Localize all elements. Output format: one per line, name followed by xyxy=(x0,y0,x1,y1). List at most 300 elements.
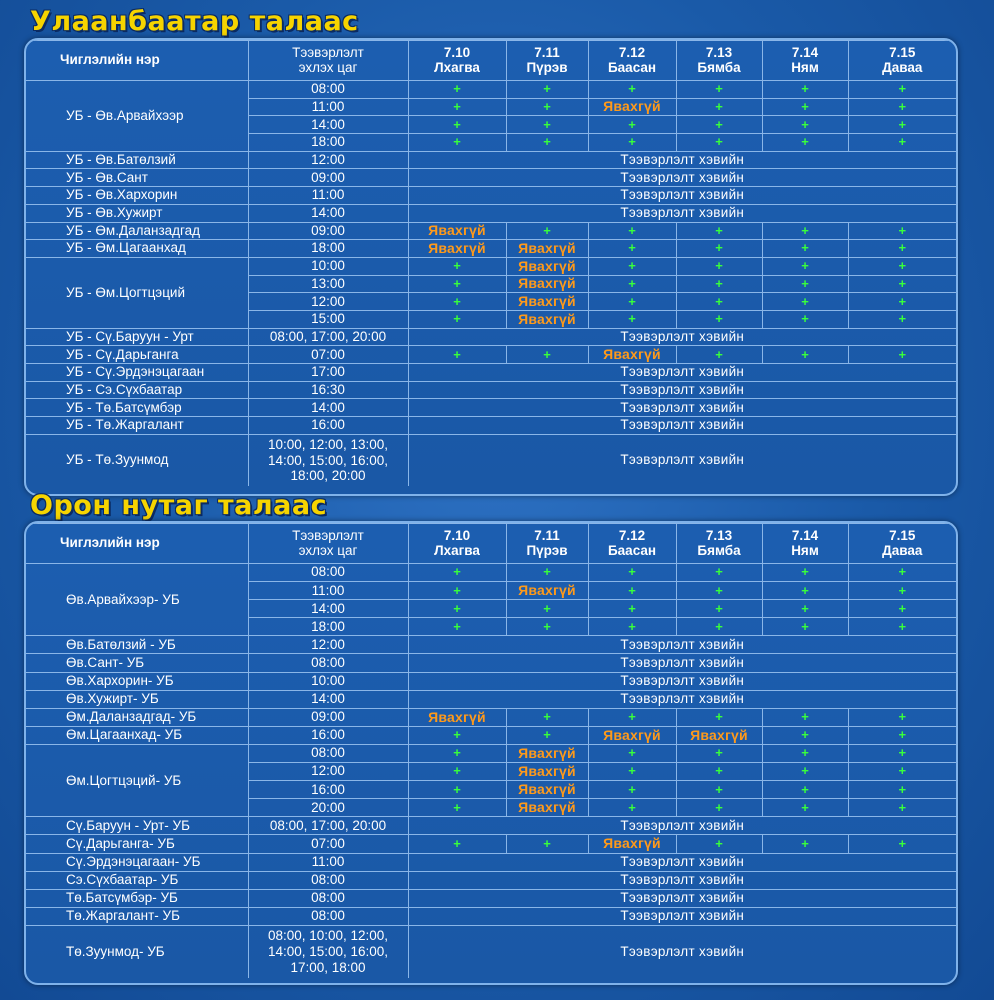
column-date: 7.15 xyxy=(889,45,916,61)
day-status-cell xyxy=(848,257,956,275)
departure-time: 08:00 xyxy=(248,907,408,925)
plus-icon: + xyxy=(898,564,907,580)
day-status-cell xyxy=(762,240,848,258)
day-column-header xyxy=(762,524,848,564)
departure-time: 16:00 xyxy=(248,726,408,744)
day-status-cell xyxy=(408,240,506,258)
day-status-cell xyxy=(762,708,848,726)
plus-icon: + xyxy=(715,745,723,761)
route-name: УБ - Өв.Арвайхээр xyxy=(26,81,248,152)
plus-icon: + xyxy=(628,258,636,274)
day-status-cell xyxy=(588,744,676,762)
column-date: 7.13 xyxy=(705,45,733,61)
plus-icon: + xyxy=(801,81,809,97)
day-status-cell xyxy=(506,763,588,781)
plus-icon: + xyxy=(898,781,907,797)
day-status-cell xyxy=(676,257,762,275)
day-status-cell xyxy=(506,257,588,275)
plus-icon: + xyxy=(898,727,907,743)
day-status-cell xyxy=(762,618,848,636)
plus-icon: + xyxy=(898,600,907,616)
day-status-cell xyxy=(676,116,762,134)
plus-icon: + xyxy=(801,258,809,274)
cancelled-label: Явахгүй xyxy=(603,835,661,852)
day-status-cell xyxy=(588,310,676,328)
plus-icon: + xyxy=(453,81,461,97)
plus-icon: + xyxy=(801,727,809,743)
day-status-cell xyxy=(676,799,762,817)
day-status-cell xyxy=(408,275,506,293)
status-normal: Тээвэрлэлт хэвийн xyxy=(408,636,956,654)
day-column-header xyxy=(506,41,588,81)
cancelled-label: Явахгүй xyxy=(518,744,576,761)
departure-time: 09:00 xyxy=(248,169,408,187)
route-name: Өв.Арвайхээр- УБ xyxy=(26,564,248,636)
route-name: Тө.Жаргалант- УБ xyxy=(26,907,248,925)
departure-time: 20:00 xyxy=(248,799,408,817)
day-status-cell xyxy=(506,293,588,311)
departure-time: 12:00 xyxy=(248,636,408,654)
departure-time: 11:00 xyxy=(248,582,408,600)
day-status-cell xyxy=(408,98,506,116)
day-status-cell xyxy=(588,781,676,799)
plus-icon: + xyxy=(801,618,809,634)
plus-icon: + xyxy=(801,240,809,256)
departure-time: 08:00 xyxy=(248,871,408,889)
day-status-cell xyxy=(588,240,676,258)
day-status-cell xyxy=(408,708,506,726)
day-status-cell xyxy=(676,275,762,293)
schedule-panel-from-ub xyxy=(24,38,958,496)
column-weekday: Лхагва xyxy=(434,59,480,75)
day-status-cell xyxy=(408,116,506,134)
route-name: УБ - Сэ.Сүхбаатар xyxy=(26,381,248,399)
plus-icon: + xyxy=(453,781,461,797)
route-name: Тө.Батсүмбэр- УБ xyxy=(26,889,248,907)
column-weekday: Ням xyxy=(791,542,819,558)
day-status-cell xyxy=(762,600,848,618)
section-title-from-ub: Улаанбаатар талаас xyxy=(30,6,359,37)
plus-icon: + xyxy=(801,600,809,616)
day-status-cell xyxy=(588,799,676,817)
schedule-row xyxy=(26,434,956,486)
schedule-row xyxy=(26,726,956,744)
plus-icon: + xyxy=(453,346,461,362)
day-column-header xyxy=(676,524,762,564)
plus-icon: + xyxy=(898,745,907,761)
day-status-cell xyxy=(506,98,588,116)
day-status-cell xyxy=(506,708,588,726)
day-column-header xyxy=(762,41,848,81)
route-name: Өв.Хужирт- УБ xyxy=(26,690,248,708)
plus-icon: + xyxy=(898,98,907,114)
day-status-cell xyxy=(408,618,506,636)
route-column-header: Чиглэлийн нэр xyxy=(26,524,248,564)
departure-time: 09:00 xyxy=(248,708,408,726)
route-name: Сү.Эрдэнэцагаан- УБ xyxy=(26,853,248,871)
day-status-cell xyxy=(408,763,506,781)
column-date: 7.11 xyxy=(534,528,560,544)
departure-time: 14:00 xyxy=(248,690,408,708)
day-status-cell xyxy=(676,98,762,116)
day-status-cell xyxy=(848,293,956,311)
section-title-from-countryside: Орон нутаг талаас xyxy=(30,490,328,521)
route-name: УБ - Өв.Батөлзий xyxy=(26,151,248,169)
day-status-cell xyxy=(408,582,506,600)
day-status-cell xyxy=(506,346,588,364)
plus-icon: + xyxy=(898,293,907,309)
plus-icon: + xyxy=(898,116,907,132)
schedule-row xyxy=(26,690,956,708)
day-status-cell xyxy=(848,346,956,364)
plus-icon: + xyxy=(801,582,809,598)
day-status-cell xyxy=(506,600,588,618)
plus-icon: + xyxy=(715,311,723,327)
day-status-cell xyxy=(848,240,956,258)
departure-time: 11:00 xyxy=(248,98,408,116)
departure-time: 08:00 xyxy=(248,81,408,99)
day-status-cell xyxy=(848,781,956,799)
plus-icon: + xyxy=(543,222,551,238)
cancelled-label: Явахгүй xyxy=(428,222,486,239)
day-status-cell xyxy=(506,222,588,240)
plus-icon: + xyxy=(801,116,809,132)
day-column-header xyxy=(588,524,676,564)
plus-icon: + xyxy=(628,564,636,580)
day-status-cell xyxy=(506,81,588,99)
departure-time: 14:00 xyxy=(248,204,408,222)
plus-icon: + xyxy=(453,600,461,616)
status-normal: Тээвэрлэлт хэвийн xyxy=(408,187,956,205)
day-status-cell xyxy=(588,618,676,636)
day-status-cell xyxy=(848,835,956,853)
plus-icon: + xyxy=(453,293,461,309)
day-status-cell xyxy=(676,582,762,600)
day-column-header xyxy=(408,41,506,81)
schedule-row xyxy=(26,672,956,690)
day-status-cell xyxy=(588,346,676,364)
route-name: Өм.Цогтцэций- УБ xyxy=(26,744,248,816)
plus-icon: + xyxy=(801,781,809,797)
plus-icon: + xyxy=(543,727,551,743)
route-name: УБ - Өв.Хужирт xyxy=(26,204,248,222)
status-normal: Тээвэрлэлт хэвийн xyxy=(408,417,956,435)
departure-time: 09:00 xyxy=(248,222,408,240)
status-normal: Тээвэрлэлт хэвийн xyxy=(408,654,956,672)
schedule-row xyxy=(26,169,956,187)
cancelled-label: Явахгүй xyxy=(518,239,576,256)
day-status-cell xyxy=(506,726,588,744)
day-status-cell xyxy=(676,346,762,364)
day-status-cell xyxy=(506,564,588,582)
day-status-cell xyxy=(676,763,762,781)
day-status-cell xyxy=(762,116,848,134)
plus-icon: + xyxy=(628,222,636,238)
day-column-header xyxy=(848,41,956,81)
route-name: Сэ.Сүхбаатар- УБ xyxy=(26,871,248,889)
schedule-row xyxy=(26,257,956,275)
header-row xyxy=(26,41,956,81)
plus-icon: + xyxy=(715,618,723,634)
day-status-cell xyxy=(588,600,676,618)
day-status-cell xyxy=(848,98,956,116)
departure-time: 17:00 xyxy=(248,364,408,382)
schedule-row xyxy=(26,636,956,654)
column-date: 7.10 xyxy=(443,45,471,61)
day-status-cell xyxy=(676,781,762,799)
cancelled-label: Явахгүй xyxy=(518,781,576,798)
schedule-row xyxy=(26,907,956,925)
plus-icon: + xyxy=(801,222,809,238)
cancelled-label: Явахгүй xyxy=(603,726,661,743)
plus-icon: + xyxy=(543,98,551,114)
day-status-cell xyxy=(848,600,956,618)
schedule-row xyxy=(26,222,956,240)
route-name: УБ - Өв.Хархорин xyxy=(26,187,248,205)
day-status-cell xyxy=(506,134,588,152)
schedule-row xyxy=(26,889,956,907)
day-status-cell xyxy=(676,708,762,726)
column-weekday: Лхагва xyxy=(434,542,480,558)
day-status-cell xyxy=(588,116,676,134)
column-weekday: Баасан xyxy=(607,542,657,558)
day-status-cell xyxy=(588,222,676,240)
departure-time: 14:00 xyxy=(248,116,408,134)
plus-icon: + xyxy=(543,134,551,150)
day-status-cell xyxy=(762,134,848,152)
route-name: Өм.Даланзадгад- УБ xyxy=(26,708,248,726)
plus-icon: + xyxy=(543,835,551,851)
plus-icon: + xyxy=(543,116,551,132)
plus-icon: + xyxy=(543,600,551,616)
plus-icon: + xyxy=(715,81,723,97)
plus-icon: + xyxy=(453,564,461,580)
plus-icon: + xyxy=(628,81,636,97)
day-status-cell xyxy=(506,835,588,853)
plus-icon: + xyxy=(628,134,636,150)
schedule-row xyxy=(26,564,956,582)
route-column-header: Чиглэлийн нэр xyxy=(26,41,248,81)
route-name: УБ - Өм.Даланзадгад xyxy=(26,222,248,240)
schedule-table-from-ub xyxy=(26,40,956,486)
plus-icon: + xyxy=(898,134,907,150)
departure-time: 07:00 xyxy=(248,346,408,364)
plus-icon: + xyxy=(715,116,723,132)
departure-time: 16:00 xyxy=(248,417,408,435)
route-name: УБ - Сү.Дарьганга xyxy=(26,346,248,364)
plus-icon: + xyxy=(898,81,907,97)
day-status-cell xyxy=(676,81,762,99)
status-normal: Тээвэрлэлт хэвийн xyxy=(408,925,956,978)
column-weekday: Бямба xyxy=(697,542,741,558)
day-status-cell xyxy=(848,799,956,817)
schedule-row xyxy=(26,328,956,346)
departure-time: 18:00 xyxy=(248,618,408,636)
departure-time: 12:00 xyxy=(248,293,408,311)
plus-icon: + xyxy=(715,293,723,309)
plus-icon: + xyxy=(715,222,723,238)
plus-icon: + xyxy=(715,564,723,580)
cancelled-label: Явахгүй xyxy=(428,708,486,725)
column-date: 7.11 xyxy=(534,45,560,61)
departure-time: 13:00 xyxy=(248,275,408,293)
plus-icon: + xyxy=(801,564,809,580)
day-status-cell xyxy=(848,116,956,134)
schedule-row xyxy=(26,835,956,853)
departure-time: 08:00 xyxy=(248,654,408,672)
day-status-cell xyxy=(506,781,588,799)
plus-icon: + xyxy=(453,98,461,114)
plus-icon: + xyxy=(801,763,809,779)
day-status-cell xyxy=(676,600,762,618)
plus-icon: + xyxy=(543,564,551,580)
route-name: Тө.Зуунмод- УБ xyxy=(26,925,248,978)
status-normal: Тээвэрлэлт хэвийн xyxy=(408,672,956,690)
day-status-cell xyxy=(506,618,588,636)
plus-icon: + xyxy=(801,346,809,362)
header-row xyxy=(26,524,956,564)
plus-icon: + xyxy=(628,600,636,616)
plus-icon: + xyxy=(628,275,636,291)
day-status-cell xyxy=(848,618,956,636)
day-status-cell xyxy=(762,564,848,582)
day-status-cell xyxy=(848,744,956,762)
plus-icon: + xyxy=(898,835,907,851)
day-status-cell xyxy=(676,835,762,853)
plus-icon: + xyxy=(801,835,809,851)
plus-icon: + xyxy=(715,763,723,779)
cancelled-label: Явахгүй xyxy=(690,726,748,743)
day-status-cell xyxy=(762,582,848,600)
status-normal: Тээвэрлэлт хэвийн xyxy=(408,169,956,187)
route-name: УБ - Сү.Эрдэнэцагаан xyxy=(26,364,248,382)
route-name: УБ - Сү.Баруун - Урт xyxy=(26,328,248,346)
departure-time: 08:00 xyxy=(248,889,408,907)
status-normal: Тээвэрлэлт хэвийн xyxy=(408,204,956,222)
cancelled-label: Явахгүй xyxy=(428,239,486,256)
day-status-cell xyxy=(506,310,588,328)
day-status-cell xyxy=(588,708,676,726)
departure-time: 08:00, 17:00, 20:00 xyxy=(248,328,408,346)
day-status-cell xyxy=(506,799,588,817)
column-date: 7.12 xyxy=(618,528,646,544)
time-column-header: Тээвэрлэлт эхлэх цаг xyxy=(248,41,408,81)
day-column-header xyxy=(408,524,506,564)
column-date: 7.15 xyxy=(889,528,916,544)
schedule-row xyxy=(26,744,956,762)
plus-icon: + xyxy=(628,618,636,634)
day-status-cell xyxy=(588,257,676,275)
schedule-row xyxy=(26,364,956,382)
day-status-cell xyxy=(588,275,676,293)
plus-icon: + xyxy=(453,275,461,291)
plus-icon: + xyxy=(898,763,907,779)
column-weekday: Пүрэв xyxy=(526,59,568,75)
departure-time: 11:00 xyxy=(248,853,408,871)
plus-icon: + xyxy=(543,618,551,634)
day-status-cell xyxy=(848,763,956,781)
departure-time: 08:00 xyxy=(248,564,408,582)
status-normal: Тээвэрлэлт хэвийн xyxy=(408,853,956,871)
plus-icon: + xyxy=(543,346,551,362)
schedule-table-from-countryside xyxy=(26,523,956,978)
plus-icon: + xyxy=(453,763,461,779)
day-status-cell xyxy=(506,240,588,258)
plus-icon: + xyxy=(628,240,636,256)
plus-icon: + xyxy=(898,618,907,634)
day-status-cell xyxy=(848,222,956,240)
plus-icon: + xyxy=(898,582,907,598)
status-normal: Тээвэрлэлт хэвийн xyxy=(408,889,956,907)
schedule-row xyxy=(26,151,956,169)
day-status-cell xyxy=(408,81,506,99)
column-date: 7.12 xyxy=(618,45,646,61)
schedule-row xyxy=(26,853,956,871)
plus-icon: + xyxy=(715,258,723,274)
day-status-cell xyxy=(676,564,762,582)
status-normal: Тээвэрлэлт хэвийн xyxy=(408,151,956,169)
plus-icon: + xyxy=(628,116,636,132)
day-status-cell xyxy=(676,310,762,328)
plus-icon: + xyxy=(628,311,636,327)
plus-icon: + xyxy=(898,799,907,815)
plus-icon: + xyxy=(801,799,809,815)
cancelled-label: Явахгүй xyxy=(518,275,576,292)
plus-icon: + xyxy=(801,709,809,725)
day-status-cell xyxy=(408,799,506,817)
column-weekday: Даваа xyxy=(882,59,923,75)
plus-icon: + xyxy=(453,835,461,851)
plus-icon: + xyxy=(715,98,723,114)
departure-time: 16:30 xyxy=(248,381,408,399)
cancelled-label: Явахгүй xyxy=(603,346,661,363)
plus-icon: + xyxy=(715,600,723,616)
column-weekday: Баасан xyxy=(607,59,657,75)
route-name: Сү.Баруун - Урт- УБ xyxy=(26,817,248,835)
route-name: УБ - Өм.Цагаанхад xyxy=(26,240,248,258)
plus-icon: + xyxy=(628,763,636,779)
status-normal: Тээвэрлэлт хэвийн xyxy=(408,364,956,382)
day-column-header xyxy=(588,41,676,81)
route-name: Өв.Батөлзий - УБ xyxy=(26,636,248,654)
route-name: УБ - Өм.Цогтцэций xyxy=(26,257,248,328)
schedule-row xyxy=(26,817,956,835)
cancelled-label: Явахгүй xyxy=(603,98,661,115)
day-status-cell xyxy=(676,293,762,311)
day-status-cell xyxy=(848,564,956,582)
day-status-cell xyxy=(588,835,676,853)
day-status-cell xyxy=(762,799,848,817)
day-status-cell xyxy=(762,293,848,311)
day-status-cell xyxy=(408,600,506,618)
day-status-cell xyxy=(588,293,676,311)
day-status-cell xyxy=(676,618,762,636)
plus-icon: + xyxy=(715,799,723,815)
plus-icon: + xyxy=(453,582,461,598)
schedule-row xyxy=(26,925,956,978)
departure-time: 10:00 xyxy=(248,672,408,690)
departure-time: 08:00 xyxy=(248,744,408,762)
column-weekday: Ням xyxy=(791,59,819,75)
plus-icon: + xyxy=(628,709,636,725)
departure-time: 16:00 xyxy=(248,781,408,799)
day-column-header xyxy=(506,524,588,564)
plus-icon: + xyxy=(715,275,723,291)
status-normal: Тээвэрлэлт хэвийн xyxy=(408,871,956,889)
day-status-cell xyxy=(506,582,588,600)
departure-time: 14:00 xyxy=(248,399,408,417)
plus-icon: + xyxy=(628,781,636,797)
